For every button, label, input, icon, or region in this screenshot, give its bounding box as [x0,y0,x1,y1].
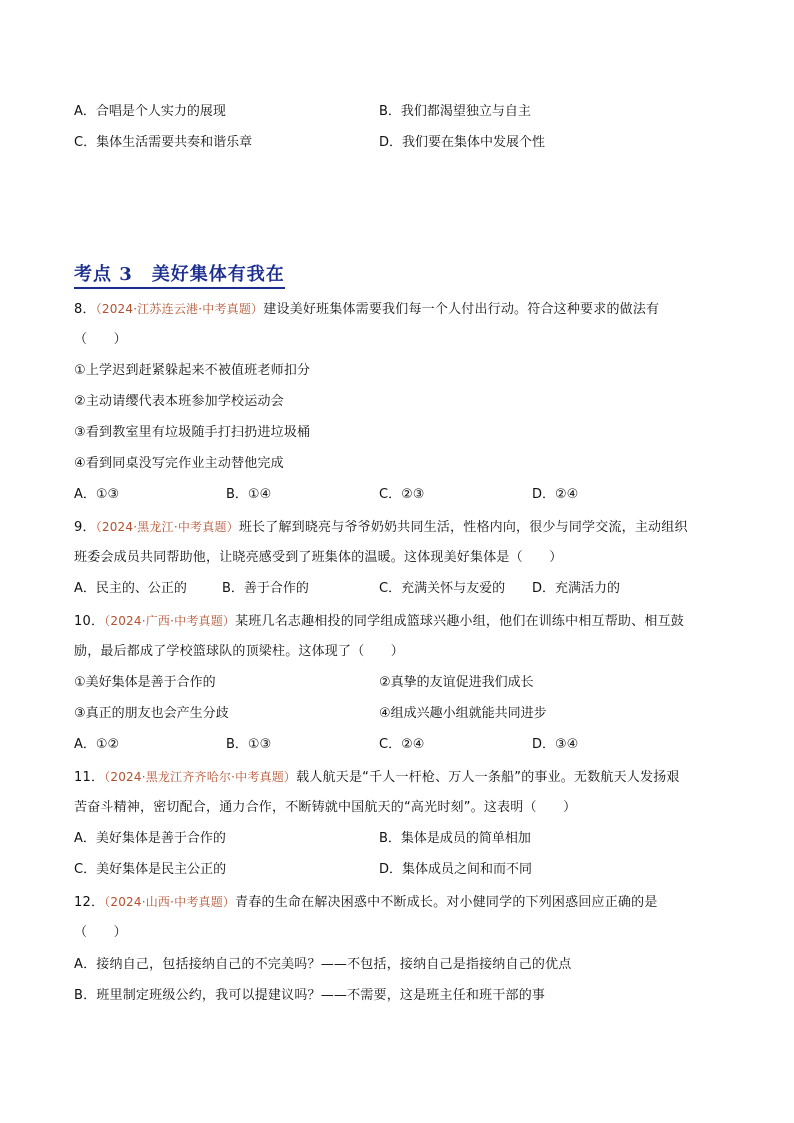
option-b: B．集体是成员的简单相加 [379,831,531,846]
question-number: 8． [74,302,96,317]
question-9-stem [74,518,688,537]
statement-4: ④看到同桌没写完作业主动替他完成 [74,456,284,471]
option-c: C．集体生活需要共奏和谐乐章 [74,135,253,150]
statement-4: ④组成兴趣小组就能共同进步 [379,706,547,721]
question-text: 某班几名志趣相投的同学组成篮球兴趣小组，他们在训练中相互帮助、相互鼓 [235,614,684,629]
question-11-stem [74,768,680,787]
option-b: B．我们都渴望独立与自主 [379,104,531,119]
option-a: A．①③ [74,487,120,502]
option-b: B．①③ [226,737,272,752]
question-12-stem [74,893,658,912]
option-a: A．合唱是个人实力的展现 [74,104,226,119]
question-text: 载人航天是“千人一杆枪、万人一条船”的事业。无数航天人发扬艰 [296,770,680,785]
answer-parentheses: （ ） [74,925,127,940]
statement-3: ③真正的朋友也会产生分歧 [74,706,229,721]
option-d: D．③④ [532,737,579,752]
question-10-stem [74,612,684,631]
question-number: 12． [74,895,105,910]
statement-2: ②真挚的友谊促进我们成长 [379,675,534,690]
option-c: C．充满关怀与友爱的 [379,581,506,596]
statement-3: ③看到教室里有垃圾随手打扫扔进垃圾桶 [74,425,311,440]
section-title: 考点 3 美好集体有我在 [74,260,285,289]
option-c: C．②④ [379,737,425,752]
question-text: 青春的生命在解决困惑中不断成长。对小健同学的下列困惑回应正确的是 [235,895,658,910]
question-source: （2024·黑龙江·中考真题） [95,520,239,534]
option-c: C．美好集体是民主公正的 [74,862,227,877]
question-source: （2024·山西·中考真题） [104,895,236,909]
option-a: A．美好集体是善于合作的 [74,831,226,846]
question-text: 班长了解到晓亮与爷爷奶奶共同生活，性格内向，很少与同学交流，主动组织 [238,520,688,535]
statement-1: ①美好集体是善于合作的 [74,675,216,690]
option-a: A．民主的、公正的 [74,581,187,596]
option-a: A．接纳自己，包括接纳自己的不完美吗？——不包括，接纳自己是指接纳自己的优点 [74,957,572,972]
option-c: C．②③ [379,487,425,502]
option-d: D．充满活力的 [532,581,621,596]
option-b: B．①④ [226,487,272,502]
question-source: （2024·广西·中考真题） [104,614,236,628]
question-source: （2024·黑龙江齐齐哈尔·中考真题） [104,770,297,784]
option-b: B．善于合作的 [222,581,309,596]
option-a: A．①② [74,737,120,752]
question-number: 10． [74,614,105,629]
question-8-stem [74,300,659,319]
question-11-stem-line2: 苦奋斗精神，密切配合，通力合作，不断铸就中国航天的“高光时刻”。这表明（ ） [74,800,577,815]
question-text: 建设美好班集体需要我们每一个人付出行动。符合这种要求的做法有 [263,302,660,317]
option-b: B．班里制定班级公约，我可以提建议吗？——不需要，这是班主任和班干部的事 [74,988,546,1003]
statement-1: ①上学迟到赶紧躲起来不被值班老师扣分 [74,363,311,378]
question-number: 9． [74,520,96,535]
option-d: D．②④ [532,487,579,502]
question-source: （2024·江苏连云港·中考真题） [95,302,264,316]
question-10-stem-line2: 励，最后都成了学校篮球队的顶梁柱。这体现了（ ） [74,644,405,659]
statement-2: ②主动请缨代表本班参加学校运动会 [74,394,284,409]
option-d: D．我们要在集体中发展个性 [379,135,546,150]
question-number: 11． [74,770,105,785]
option-d: D．集体成员之间和而不同 [379,862,533,877]
answer-parentheses: （ ） [74,332,127,347]
question-9-stem-line2: 班委会成员共同帮助他，让晓亮感受到了班集体的温暖。这体现美好集体是（ ） [74,550,563,565]
